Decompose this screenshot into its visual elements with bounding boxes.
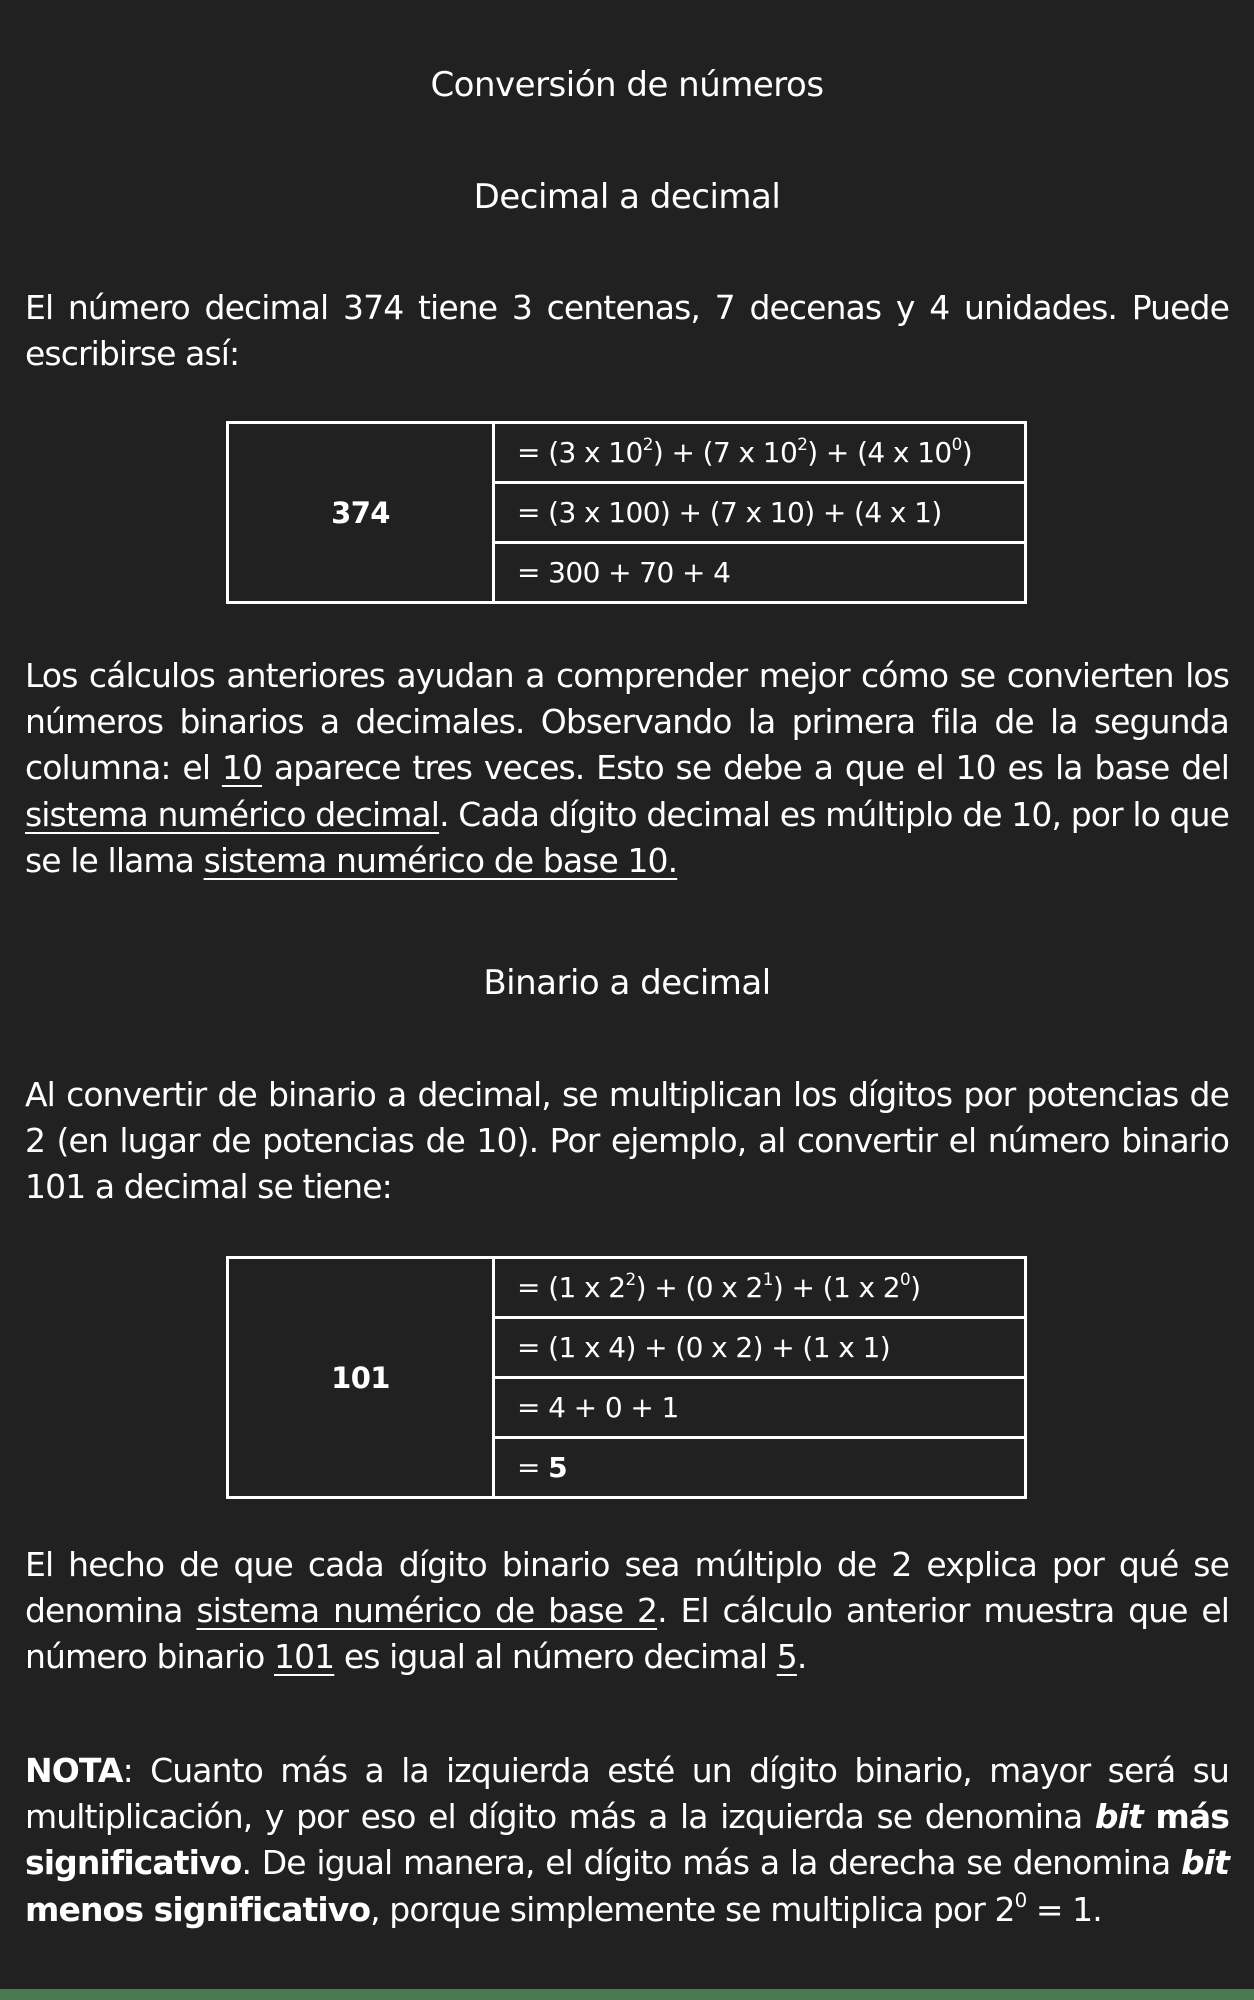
underlined-term: 101 <box>273 1637 335 1677</box>
page-title: Conversión de números <box>430 65 824 105</box>
note-label: NOTA <box>25 1751 123 1790</box>
underlined-term: 10 <box>221 748 263 788</box>
section-heading-binary: Binario a decimal <box>483 963 771 1003</box>
binary-number-cell: 101 <box>228 1258 494 1498</box>
table-row <box>228 423 1026 483</box>
calculation-cell: = 4 + 0 + 1 <box>494 1378 1026 1438</box>
calculation-cell: = (1 x $2^2) + (0$ x $2^1) + (1$ x $2^0$) <box>494 1258 1026 1318</box>
calculation-cell: = (3 x 100) + (7 x 10) + (4 x 1) <box>494 483 1026 543</box>
decimal-explanation-paragraph: Los cálculos anteriores ayudan a comprender mejor cómo se convierten los números binarios a decimales. Observando la primera fila de la segunda columna: el 10 aparece tres veces. Esto se debe a que el 10 es la base del sistema numérico decimal. Cada dígito decimal es múltiplo de 10, por lo que se le llama sistema numérico de base 10. <box>25 656 1229 880</box>
binary-intro-paragraph: Al convertir de binario a decimal, se multiplican los dígitos por potencias de 2 (en lugar de potencias de 10). Por ejemplo, al convertir el número binario 101 a decimal se tiene: <box>25 1075 1229 1207</box>
underlined-term: sistema numérico de base 2 <box>196 1591 658 1631</box>
underlined-term: sistema numérico decimal <box>25 794 440 834</box>
decimal-number-cell: 374 <box>228 423 494 603</box>
table-row <box>228 1258 1026 1318</box>
result-cell: = 5 <box>494 1438 1026 1498</box>
underlined-term: 5 <box>776 1637 797 1677</box>
calculation-cell: = 300 + 70 + 4 <box>494 543 1026 603</box>
decimal-intro-paragraph: El número decimal 374 tiene 3 centenas, 7 decenas y 4 unidades. Puede escribirse así: <box>25 288 1229 374</box>
calculation-cell: = (1 x 4) + (0 x 2) + (1 x 1) <box>494 1318 1026 1378</box>
note-paragraph: NOTA: Cuanto más a la izquierda esté un dígito binario, mayor será su multiplicación, y por eso el dígito más a la izquierda se denomina bit más significativo. De igual manera, el dígito más a la derecha se denomina bit menos significativo, porque simplemente se multiplica por $2^0 = 1$. <box>25 1751 1229 1929</box>
binary-explanation-paragraph: El hecho de que cada dígito binario sea múltiplo de 2 explica por qué se denomina sistema numérico de base 2. El cálculo anterior muestra que el número binario 101 es igual al número decimal 5. <box>25 1545 1230 1677</box>
binary-calculation-table <box>226 1256 1027 1499</box>
bottom-accent-bar <box>0 1989 1254 2000</box>
result-value: 5 <box>548 1451 568 1484</box>
calculation-cell: = (3 x $10^2) + (7$ x $10^2) + (4$ x $10^0$) <box>494 423 1026 483</box>
decimal-calculation-table <box>226 421 1027 604</box>
section-heading-decimal: Decimal a decimal <box>473 177 781 217</box>
underlined-term: sistema numérico de base 10. <box>203 840 678 880</box>
